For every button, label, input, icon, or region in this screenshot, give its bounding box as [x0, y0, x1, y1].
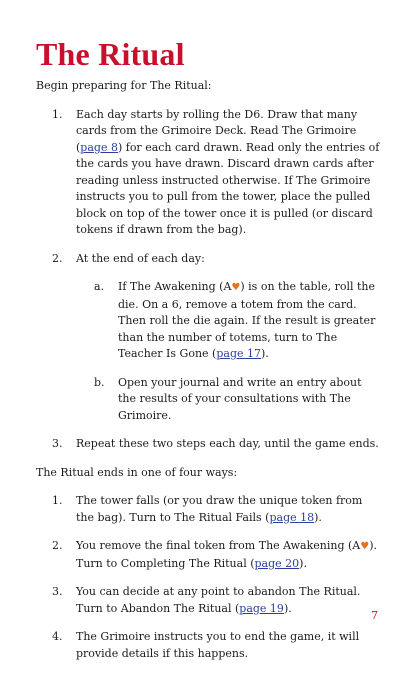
ending-3 — [36, 584, 380, 617]
step-2 — [36, 251, 380, 425]
step-text: ) for each card drawn. Read only the entries of the cards you have drawn. Discard drawn cards after reading unless instructed otherwise. If The Grimoire instructs you to pull from the tower, place the pulled block on top of the tower once it is pulled (or discard tokens if drawn from the bag). — [76, 140, 380, 236]
end-of-day-substeps — [76, 279, 380, 424]
heart-icon: ♥ — [231, 282, 241, 293]
link-page-20[interactable]: page 20 — [254, 556, 300, 570]
step-text: At the end of each day: — [76, 251, 205, 265]
intro-text: Begin preparing for The Ritual: — [36, 79, 212, 92]
substep-text: ) is on the table, roll the die. On a 6, remove a totem from the card. Then roll the die again. If the result is greater than the number of totems, turn to The Teacher Is Gone ( — [118, 280, 376, 360]
substep-a — [76, 279, 380, 363]
ending-text: ). — [283, 601, 292, 615]
step-number: 3. — [52, 437, 63, 450]
substep-text: If The Awakening (A — [118, 280, 232, 293]
ending-1 — [36, 493, 380, 526]
step-text: Each day starts by rolling the D6. Draw that many cards from the Grimoire Deck. Read The Grimoire ( — [76, 107, 358, 154]
ending-text: You remove the final token from The Awakening (A — [76, 539, 361, 552]
ending-4 — [36, 629, 380, 662]
link-page-18[interactable]: page 18 — [269, 510, 315, 524]
ending-text: The Grimoire instructs you to end the game, it will provide details if this happens. — [76, 630, 360, 660]
ritual-endings — [36, 493, 380, 662]
page-number: 7 — [371, 609, 378, 622]
step-3 — [36, 436, 380, 453]
ending-text: The tower falls (or you draw the unique token from the bag). Turn to The Ritual Fails ( — [76, 494, 363, 524]
link-page-19[interactable]: page 19 — [239, 601, 284, 615]
substep-letter: a. — [94, 280, 105, 293]
link-page-8[interactable]: page 8 — [80, 140, 118, 154]
endings-intro: The Ritual ends in one of four ways: — [36, 465, 238, 479]
substep-text: ). — [261, 347, 269, 360]
ending-number: 4. — [52, 630, 63, 643]
heart-icon: ♥ — [360, 541, 370, 552]
ending-text: ). — [299, 556, 307, 570]
substep-b — [76, 375, 380, 425]
ending-text: You can decide at any point to abandon The Ritual. Turn to Abandon The Ritual ( — [76, 585, 361, 615]
ending-number: 2. — [52, 539, 63, 552]
step-number: 2. — [52, 251, 63, 265]
step-number: 1. — [52, 107, 63, 121]
page-title: The Ritual — [36, 36, 185, 72]
substep-text: Open your journal and write an entry about the results of your consultations with The Grimoire. — [118, 375, 362, 422]
ritual-steps — [36, 107, 380, 453]
ending-number: 1. — [52, 494, 63, 507]
step-1 — [36, 107, 380, 239]
ending-2 — [36, 538, 380, 572]
link-page-17[interactable]: page 17 — [216, 347, 261, 360]
substep-letter: b. — [94, 375, 105, 389]
ending-text: ). — [314, 510, 322, 524]
ending-text: ). Turn to Completing The Ritual ( — [76, 539, 377, 570]
ending-number: 3. — [52, 585, 63, 598]
page-body — [36, 78, 380, 674]
step-text: Repeat these two steps each day, until the game ends. — [76, 437, 379, 450]
